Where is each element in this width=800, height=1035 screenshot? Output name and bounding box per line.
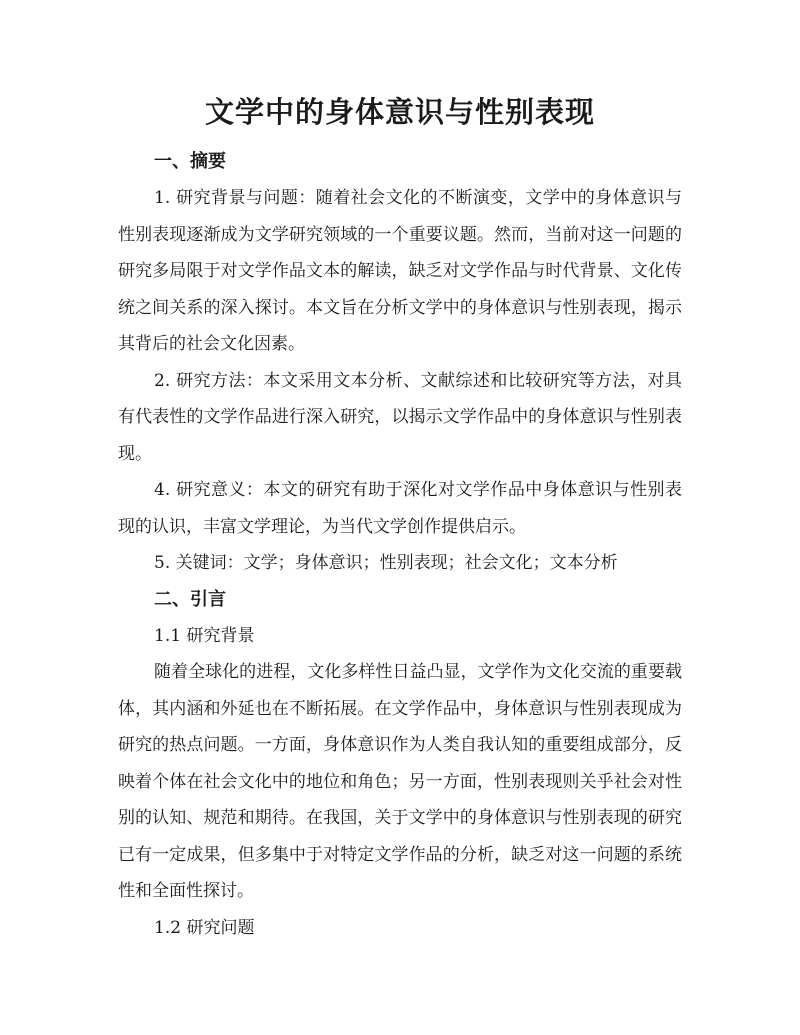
intro-paragraph-background: 随着全球化的进程，文化多样性日益凸显，文学作为文化交流的重要载体，其内涵和外延也在不断拓展。在文学作品中，身体意识与性别表现成为研究的热点问题。一方面，身体意识作为人类自我认知的重要组成部分，反映着个体在社会文化中的地位和角色；另一方面，性别表现则关乎社会对性别的认知、规范和期待。在我国，关于文学中的身体意识与性别表现的研究已有一定成果，但多集中于对特定文学作品的分析，缺乏对这一问题的系统性和全面性探讨。 bbox=[118, 662, 682, 901]
subsection-heading-question: 1.2 研究问题 bbox=[154, 917, 255, 938]
document-page bbox=[118, 88, 682, 946]
abstract-paragraph-methods: 2. 研究方法：本文采用文本分析、文献综述和比较研究等方法，对具有代表性的文学作品进行深入研究，以揭示文学作品中的身体意识与性别表现。 bbox=[118, 370, 682, 464]
abstract-heading: 一、摘要 bbox=[154, 151, 226, 172]
document-title: 文学中的身体意识与性别表现 bbox=[204, 95, 595, 129]
abstract-paragraph-keywords: 5. 关键词：文学；身体意识；性别表现；社会文化；文本分析 bbox=[154, 553, 618, 573]
subsection-heading-background: 1.1 研究背景 bbox=[154, 625, 255, 646]
abstract-paragraph-background: 1. 研究背景与问题：随着社会文化的不断演变，文学中的身体意识与性别表现逐渐成为文学研究领域的一个重要议题。然而，当前对这一问题的研究多局限于对文学作品文本的解读，缺乏对文学作品与时代背景、文化传统之间关系的深入探讨。本文旨在分析文学中的身体意识与性别表现，揭示其背后的社会文化因素。 bbox=[118, 188, 682, 354]
intro-heading: 二、引言 bbox=[154, 588, 226, 610]
abstract-paragraph-significance: 4. 研究意义：本文的研究有助于深化对文学作品中身体意识与性别表现的认识，丰富文学理论，为当代文学创作提供启示。 bbox=[118, 480, 682, 537]
